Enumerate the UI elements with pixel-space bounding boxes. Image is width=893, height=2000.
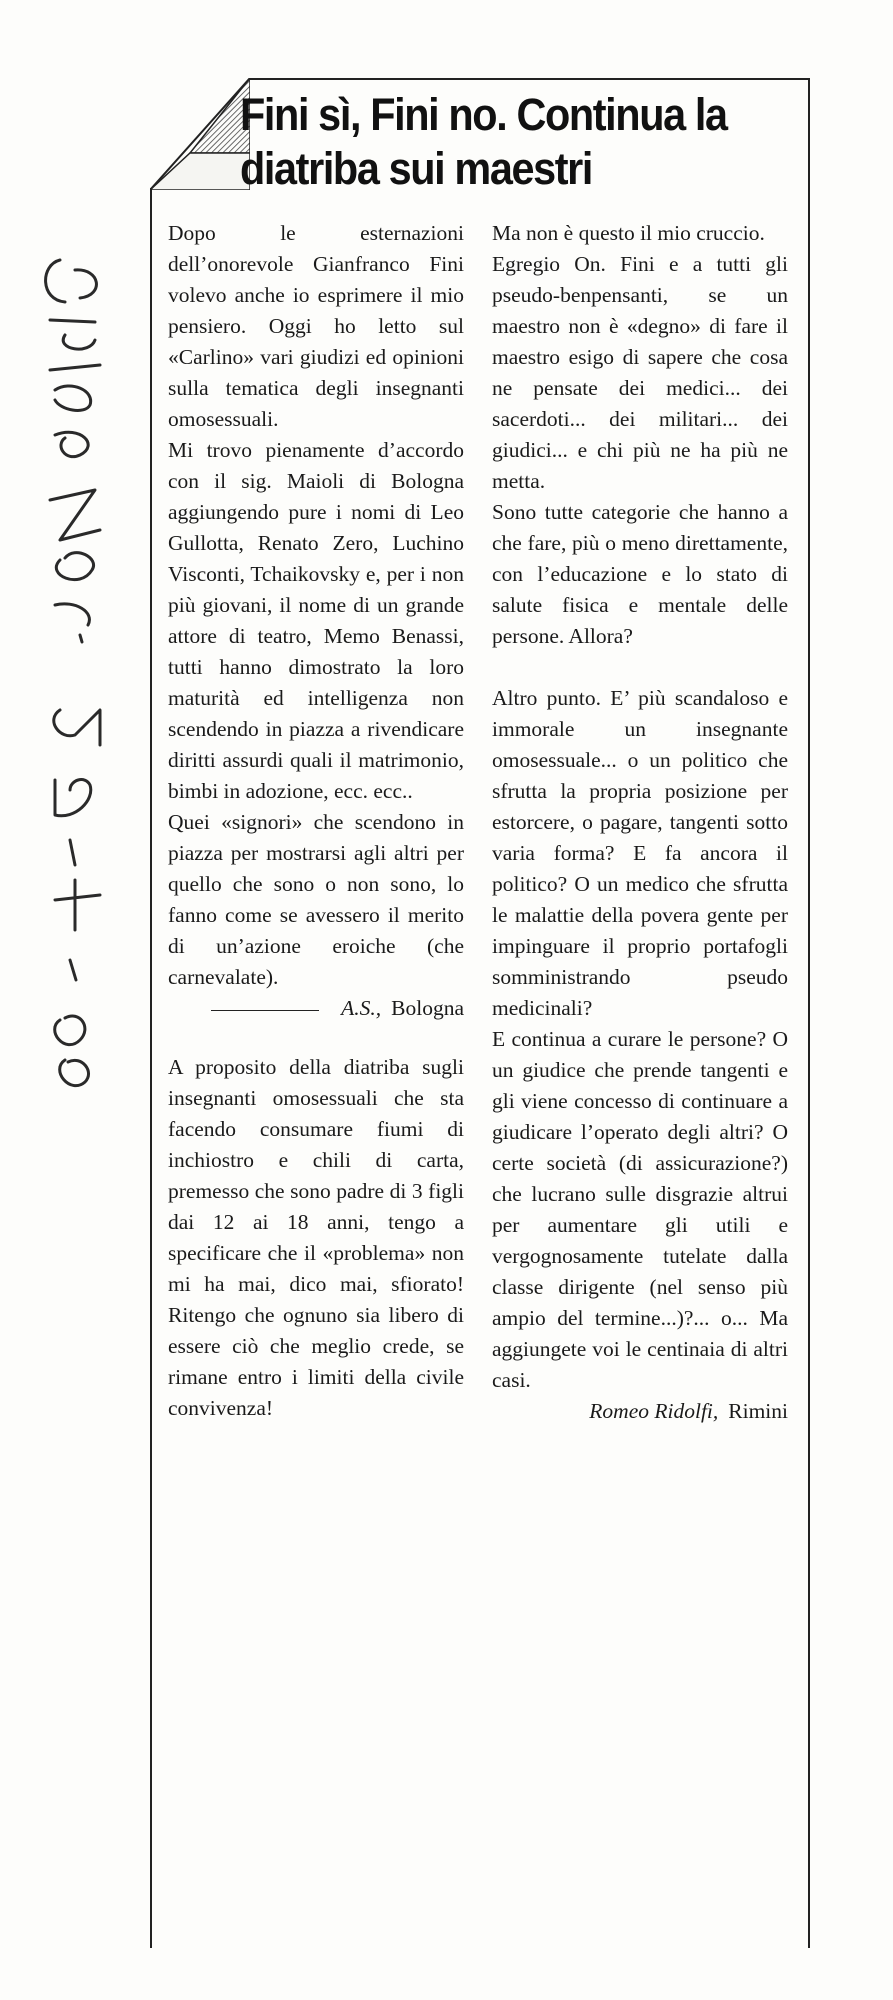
frame-right-rule [808,78,810,1948]
letter2-paragraph-3: Egregio On. Fini e a tutti gli pseudo-benpensanti, se un maestro non è «degno» di fare il maestro esigo di sapere che cosa ne pensate dei medici... dei sacerdoti... dei militari... dei giudici... e chi più ne ha più ne metta. [492,252,788,493]
frame-top-rule [250,78,810,80]
newspaper-clipping [150,78,810,1948]
letter1-paragraph-3: Quei «signori» che scendono in piazza per mostrarsi agli altri per quello che sono o non sono, lo fanno come se avessero il merito di un’azione eroiche (che carnevalate). [168,810,464,989]
signature-name: A.S., [341,996,382,1020]
letter2-paragraph-2: Ma non è questo il mio cruccio. [492,221,765,245]
letter2-paragraph-1: A proposito della diatriba sugli insegnanti omosessuali che sta facendo consumare fiumi di inchiostro e chili di carta, premesso che sono padre di 3 figli dai 12 ai 18 anni, tengo a specificare che il «problema» non mi ha mai, dico mai, sfiorato! Ritengo che ognuno sia libero di essere ciò che meglio crede, se rimane entro i limiti della civile convivenza! [168,1055,464,1420]
article-headline: Fini sì, Fini no. Continua la diatriba sui maestri [240,89,727,194]
letter1-paragraph-2: Mi trovo pienamente d’accordo con il sig. Maioli di Bologna aggiungendo pure i nomi di Leo Gullotta, Renato Zero, Luchino Visconti, Tchaikovsky e, per i non più giovani, il nome di un grande attore di teatro, Memo Benassi, tutti hanno dimostrato la loro maturità ed intelligenza non scendendo in piazza a rivendicare diritti assurdi quali il matrimonio, bimbi in adozione, ecc. ecc.. [168,438,464,803]
left-column [168,218,464,1427]
letter2-paragraph-5: Altro punto. E’ più scandaloso e immorale un insegnante omosessuale... o un politico che sfrutta la propria posizione per estorcere, o pagare, tangenti sotto varia forma? E fa ancora il politico? O un medico che sfrutta le malattie della povera gente per impinguare il proprio portafogli somministrando pseudo medicinali? [492,686,788,1020]
signature-name: Romeo Ridolfi, [589,1399,719,1423]
signature-rule [211,1010,319,1011]
right-column [492,218,788,1427]
letter2-signature [492,1396,788,1427]
handwriting-strokes [20,240,130,1100]
letter1-signature [168,993,464,1024]
signature-city: Bologna [391,996,464,1020]
folded-corner-ornament [150,78,250,190]
handwritten-date-note [20,240,130,1100]
letter-separator [168,1024,464,1052]
frame-left-rule [150,188,152,1948]
article-columns [168,218,788,1427]
letter2-paragraph-6: E continua a curare le persone? O un giudice che prende tangenti e gli viene concesso di continuare a giudicare l’operato degli altri? O certe società (di assicurazione?) che lucrano sulle disgrazie altrui per aumentare gli utili e vergognosamente tutelate dalla classe dirigente (nel senso più ampio del termine...)?... o... Ma aggiungete voi le centinaia di altri casi. [492,1027,788,1392]
signature-city: Rimini [728,1399,788,1423]
letter2-paragraph-4: Sono tutte categorie che hanno a che fare, più o meno direttamente, con l’educazione e lo stato di salute fisica e mentale delle persone. Allora? [492,500,788,648]
letter1-paragraph-1: Dopo le esternazioni dell’onorevole Gianfranco Fini volevo anche io esprimere il mio pensiero. Oggi ho letto sul «Carlino» vari giudizi ed opinioni sulla tematica degli insegnanti omosessuali. [168,221,464,431]
